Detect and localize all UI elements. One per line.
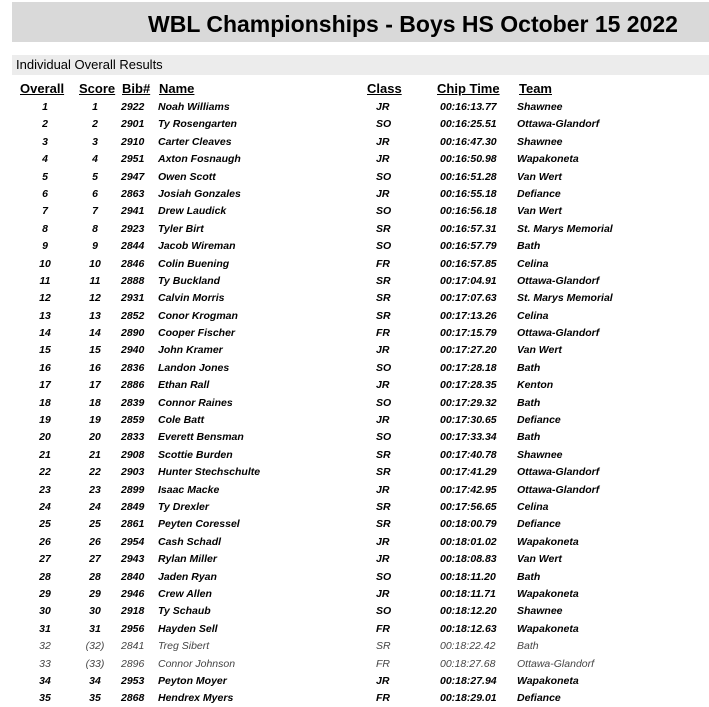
class-cell: SO	[376, 240, 392, 253]
overall-cell: 13	[39, 309, 51, 322]
team-cell: Bath	[517, 240, 541, 253]
class-cell: SR	[376, 274, 391, 287]
class-cell: SR	[376, 518, 391, 531]
team-cell: Celina	[517, 500, 549, 513]
class-cell: FR	[376, 692, 390, 705]
chip-time-cell: 00:18:12.63	[440, 622, 497, 635]
class-cell: JR	[376, 674, 390, 687]
score-cell: 30	[89, 605, 101, 618]
bib-cell: 2899	[121, 483, 145, 496]
team-cell: Bath	[517, 431, 541, 444]
score-cell: 20	[89, 431, 101, 444]
table-row	[0, 133, 709, 150]
overall-cell: 1	[42, 101, 48, 113]
name-cell: Treg Sibert	[158, 640, 210, 653]
class-cell: SO	[376, 205, 392, 218]
chip-time-cell: 00:17:40.78	[440, 448, 497, 461]
overall-cell: 8	[42, 222, 48, 235]
chip-time-cell: 00:16:55.18	[440, 187, 497, 200]
score-cell: 6	[92, 187, 98, 200]
class-cell: SO	[376, 570, 392, 583]
team-cell: Shawnee	[517, 135, 563, 148]
bib-cell: 2946	[121, 587, 145, 600]
table-row	[0, 376, 709, 393]
chip-time-cell: 00:17:27.20	[440, 344, 497, 357]
chip-time-cell: 00:17:15.79	[440, 327, 497, 340]
class-cell: SR	[376, 466, 391, 479]
team-cell: Shawnee	[517, 101, 563, 113]
table-row	[0, 428, 709, 445]
column-header-class: Class	[367, 81, 402, 96]
table-row	[0, 498, 709, 515]
team-cell: Defiance	[517, 518, 561, 531]
name-cell: Josiah Gonzales	[158, 187, 241, 200]
overall-cell: 21	[39, 448, 51, 461]
score-cell: 29	[89, 587, 101, 600]
table-row	[0, 533, 709, 550]
overall-cell: 24	[39, 500, 51, 513]
team-cell: Ottawa-Glandorf	[517, 466, 600, 479]
table-row	[0, 202, 709, 219]
class-cell: JR	[376, 344, 390, 357]
overall-cell: 34	[39, 674, 51, 687]
overall-cell: 19	[39, 414, 51, 427]
name-cell: Calvin Morris	[158, 292, 225, 305]
bib-cell: 2954	[121, 535, 145, 548]
team-cell: St. Marys Memorial	[517, 292, 613, 305]
overall-cell: 22	[39, 466, 51, 479]
overall-cell: 2	[42, 118, 48, 131]
score-cell: 12	[89, 292, 101, 305]
chip-time-cell: 00:17:41.29	[440, 466, 497, 479]
table-row	[0, 446, 709, 463]
table-row	[0, 689, 709, 706]
team-cell: Bath	[517, 640, 539, 653]
table-row	[0, 568, 709, 585]
table-row	[0, 637, 709, 654]
class-cell: JR	[376, 135, 390, 148]
bib-cell: 2943	[121, 553, 145, 566]
name-cell: Drew Laudick	[158, 205, 227, 218]
table-row	[0, 185, 709, 202]
team-cell: Van Wert	[517, 344, 562, 357]
score-cell: 24	[89, 500, 101, 513]
team-cell: Celina	[517, 309, 549, 322]
overall-cell: 27	[39, 553, 51, 566]
chip-time-cell: 00:17:28.35	[440, 379, 497, 392]
overall-cell: 11	[39, 274, 51, 287]
name-cell: Isaac Macke	[158, 483, 220, 496]
bib-cell: 2861	[121, 518, 145, 531]
overall-cell: 10	[39, 257, 51, 270]
overall-cell: 7	[42, 205, 48, 218]
chip-time-cell: 00:16:25.51	[440, 118, 497, 131]
name-cell: Ty Buckland	[158, 274, 221, 287]
overall-cell: 23	[39, 483, 51, 496]
table-row	[0, 341, 709, 358]
name-cell: Colin Buening	[158, 257, 230, 270]
class-cell: SR	[376, 448, 391, 461]
team-cell: Wapakoneta	[517, 535, 579, 548]
bib-cell: 2852	[121, 309, 145, 322]
chip-time-cell: 00:17:30.65	[440, 414, 497, 427]
team-cell: Wapakoneta	[517, 674, 579, 687]
team-cell: Ottawa-Glandorf	[517, 327, 600, 340]
chip-time-cell: 00:17:28.18	[440, 361, 497, 374]
class-cell: SO	[376, 170, 392, 183]
overall-cell: 12	[39, 292, 51, 305]
team-cell: Ottawa-Glandorf	[517, 657, 595, 670]
class-cell: SR	[376, 640, 391, 653]
team-cell: Shawnee	[517, 448, 563, 461]
score-cell: 10	[89, 257, 101, 270]
score-cell: 27	[89, 553, 101, 566]
chip-time-cell: 00:18:11.20	[440, 570, 496, 583]
name-cell: Ty Schaub	[158, 605, 211, 618]
bib-cell: 2888	[121, 274, 145, 287]
table-row	[0, 237, 709, 254]
team-cell: Bath	[517, 361, 541, 374]
overall-cell: 29	[39, 587, 51, 600]
class-cell: JR	[376, 483, 390, 496]
name-cell: Connor Raines	[158, 396, 233, 409]
team-cell: Wapakoneta	[517, 622, 579, 635]
bib-cell: 2910	[121, 135, 145, 148]
score-cell: 4	[92, 153, 98, 166]
bib-cell: 2931	[121, 292, 145, 305]
score-cell: 35	[89, 692, 101, 705]
name-cell: Axton Fosnaugh	[158, 153, 241, 166]
table-row	[0, 220, 709, 237]
name-cell: Owen Scott	[158, 170, 216, 183]
name-cell: Crew Allen	[158, 587, 212, 600]
table-row	[0, 324, 709, 341]
name-cell: Ty Drexler	[158, 500, 209, 513]
score-cell: 9	[92, 240, 98, 253]
table-row	[0, 463, 709, 480]
score-cell: 17	[89, 379, 101, 392]
chip-time-cell: 00:16:57.31	[440, 222, 497, 235]
bib-cell: 2849	[121, 500, 145, 513]
bib-cell: 2908	[121, 448, 145, 461]
name-cell: Cooper Fischer	[158, 327, 236, 340]
column-header-score: Score	[79, 81, 116, 96]
table-row	[0, 550, 709, 567]
class-cell: FR	[376, 657, 390, 670]
name-cell: Jaden Ryan	[158, 570, 217, 583]
chip-time-cell: 00:16:57.79	[440, 240, 497, 253]
score-cell: 23	[89, 483, 101, 496]
score-cell: 31	[89, 622, 101, 635]
overall-cell: 5	[42, 170, 48, 183]
bib-cell: 2940	[121, 344, 145, 357]
team-cell: Van Wert	[517, 205, 562, 218]
class-cell: JR	[376, 553, 390, 566]
team-cell: Van Wert	[517, 553, 562, 566]
chip-time-cell: 00:18:27.68	[440, 657, 496, 670]
name-cell: Hayden Sell	[158, 622, 218, 635]
name-cell: Cole Batt	[158, 414, 205, 427]
class-cell: SO	[376, 118, 392, 131]
subtitle-bar	[12, 55, 709, 75]
chip-time-cell: 00:18:08.83	[440, 553, 497, 566]
name-cell: Peyten Coressel	[158, 518, 240, 531]
team-cell: Ottawa-Glandorf	[517, 483, 600, 496]
page-title: WBL Championships - Boys HS October 15 2022	[148, 11, 678, 37]
chip-time-cell: 00:17:13.26	[440, 309, 497, 322]
team-cell: Ottawa-Glandorf	[517, 118, 600, 131]
class-cell: SO	[376, 605, 392, 618]
table-row	[0, 168, 709, 185]
table-row	[0, 150, 709, 167]
class-cell: JR	[376, 535, 390, 548]
name-cell: Conor Krogman	[158, 309, 238, 322]
class-cell: JR	[376, 379, 390, 392]
name-cell: Rylan Miller	[158, 553, 217, 566]
class-cell: SO	[376, 431, 392, 444]
bib-cell: 2923	[121, 222, 145, 235]
chip-time-cell: 00:16:56.18	[440, 205, 497, 218]
overall-cell: 20	[39, 431, 51, 444]
chip-time-cell: 00:16:57.85	[440, 257, 497, 270]
score-cell: 13	[89, 309, 101, 322]
overall-cell: 16	[39, 361, 51, 374]
table-row	[0, 620, 709, 637]
team-cell: Ottawa-Glandorf	[517, 274, 600, 287]
name-cell: Ethan Rall	[158, 379, 210, 392]
team-cell: Bath	[517, 570, 541, 583]
bib-cell: 2903	[121, 466, 145, 479]
team-cell: Bath	[517, 396, 541, 409]
score-cell: 15	[89, 344, 101, 357]
bib-cell: 2863	[121, 187, 145, 200]
score-cell: 11	[89, 274, 101, 287]
score-cell: 28	[89, 570, 101, 583]
chip-time-cell: 00:16:47.30	[440, 135, 497, 148]
name-cell: Scottie Burden	[158, 448, 233, 461]
table-row	[0, 359, 709, 376]
class-cell: FR	[376, 257, 390, 270]
chip-time-cell: 00:17:33.34	[440, 431, 497, 444]
name-cell: Connor Johnson	[158, 657, 236, 670]
score-cell: 7	[92, 205, 98, 218]
column-header-name: Name	[159, 81, 195, 96]
class-cell: JR	[376, 187, 390, 200]
bib-cell: 2951	[121, 153, 145, 166]
class-cell: JR	[376, 414, 390, 427]
score-cell: 34	[89, 674, 101, 687]
chip-time-cell: 00:16:51.28	[440, 170, 497, 183]
table-row	[0, 255, 709, 272]
name-cell: Everett Bensman	[158, 431, 244, 444]
class-cell: SR	[376, 292, 391, 305]
score-cell: 5	[92, 170, 98, 183]
class-cell: FR	[376, 327, 390, 340]
bib-cell: 2833	[121, 431, 145, 444]
column-header-bib: Bib#	[122, 81, 151, 96]
team-cell: Celina	[517, 257, 549, 270]
chip-time-cell: 00:18:29.01	[440, 692, 497, 705]
class-cell: SR	[376, 500, 391, 513]
name-cell: Hendrex Myers	[158, 692, 234, 705]
class-cell: SO	[376, 396, 392, 409]
chip-time-cell: 00:18:12.20	[440, 605, 497, 618]
class-cell: JR	[376, 153, 390, 166]
class-cell: SO	[376, 361, 392, 374]
chip-time-cell: 00:17:29.32	[440, 396, 497, 409]
overall-cell: 17	[39, 379, 51, 392]
score-cell: 18	[89, 396, 101, 409]
team-cell: Shawnee	[517, 605, 563, 618]
bib-cell: 2922	[121, 101, 145, 113]
table-row	[0, 272, 709, 289]
name-cell: Ty Rosengarten	[158, 118, 237, 131]
team-cell: Van Wert	[517, 170, 562, 183]
title-bar	[12, 2, 709, 42]
overall-cell: 26	[39, 535, 51, 548]
chip-time-cell: 00:17:04.91	[440, 274, 497, 287]
overall-cell: 32	[39, 640, 51, 653]
score-cell: (32)	[85, 640, 105, 653]
chip-time-cell: 00:18:11.71	[440, 587, 496, 600]
results-table	[0, 98, 709, 707]
name-cell: Landon Jones	[158, 361, 230, 374]
bib-cell: 2886	[121, 379, 145, 392]
overall-cell: 31	[39, 622, 51, 635]
table-row	[0, 655, 709, 672]
class-cell: FR	[376, 622, 390, 635]
bib-cell: 2956	[121, 622, 145, 635]
bib-cell: 2841	[121, 640, 145, 653]
overall-cell: 4	[42, 153, 48, 166]
name-cell: Jacob Wireman	[158, 240, 236, 253]
bib-cell: 2868	[121, 692, 145, 705]
bib-cell: 2840	[121, 570, 145, 583]
name-cell: Hunter Stechschulte	[158, 466, 261, 479]
bib-cell: 2896	[121, 657, 145, 670]
overall-cell: 30	[39, 605, 51, 618]
chip-time-cell: 00:18:00.79	[440, 518, 497, 531]
table-row	[0, 602, 709, 619]
table-row	[0, 394, 709, 411]
bib-cell: 2918	[121, 605, 145, 618]
score-cell: 21	[89, 448, 101, 461]
score-cell: 16	[89, 361, 101, 374]
overall-cell: 9	[42, 240, 48, 253]
team-cell: Defiance	[517, 414, 561, 427]
table-row	[0, 289, 709, 306]
team-cell: Wapakoneta	[517, 587, 579, 600]
column-header-chip-time: Chip Time	[437, 81, 500, 96]
bib-cell: 2947	[121, 170, 145, 183]
table-row	[0, 672, 709, 689]
bib-cell: 2836	[121, 361, 145, 374]
overall-cell: 25	[39, 518, 51, 531]
table-row	[0, 481, 709, 498]
chip-time-cell: 00:18:22.42	[440, 640, 496, 653]
name-cell: Carter Cleaves	[158, 135, 232, 148]
class-cell: JR	[376, 587, 390, 600]
name-cell: Cash Schadl	[158, 535, 222, 548]
bib-cell: 2953	[121, 674, 145, 687]
name-cell: Tyler Birt	[158, 222, 204, 235]
score-cell: 14	[89, 327, 101, 340]
table-row	[0, 115, 709, 132]
column-header-team: Team	[519, 81, 552, 96]
team-cell: Kenton	[517, 379, 554, 392]
chip-time-cell: 00:16:13.77	[440, 101, 497, 113]
table-row	[0, 411, 709, 428]
name-cell: John Kramer	[158, 344, 223, 357]
class-cell: SR	[376, 222, 391, 235]
bib-cell: 2890	[121, 327, 145, 340]
score-cell: 19	[89, 414, 101, 427]
team-cell: Defiance	[517, 187, 561, 200]
overall-cell: 6	[42, 187, 48, 200]
chip-time-cell: 00:17:56.65	[440, 500, 497, 513]
chip-time-cell: 00:17:07.63	[440, 292, 497, 305]
score-cell: 22	[89, 466, 101, 479]
class-cell: SR	[376, 309, 391, 322]
bib-cell: 2859	[121, 414, 145, 427]
name-cell: Noah Williams	[158, 101, 230, 113]
overall-cell: 18	[39, 396, 51, 409]
bib-cell: 2901	[121, 118, 145, 131]
score-cell: 2	[92, 118, 98, 131]
name-cell: Peyton Moyer	[158, 674, 227, 687]
team-cell: St. Marys Memorial	[517, 222, 613, 235]
score-cell: 8	[92, 222, 98, 235]
score-cell: 1	[92, 101, 98, 113]
overall-cell: 14	[39, 327, 51, 340]
chip-time-cell: 00:18:01.02	[440, 535, 497, 548]
bib-cell: 2839	[121, 396, 145, 409]
class-cell: JR	[376, 101, 390, 113]
bib-cell: 2941	[121, 205, 145, 218]
overall-cell: 15	[39, 344, 51, 357]
column-header-overall: Overall	[20, 81, 65, 96]
overall-cell: 28	[39, 570, 51, 583]
chip-time-cell: 00:17:42.95	[440, 483, 497, 496]
overall-cell: 35	[39, 692, 51, 705]
bib-cell: 2846	[121, 257, 145, 270]
chip-time-cell: 00:16:50.98	[440, 153, 497, 166]
bib-cell: 2844	[121, 240, 145, 253]
section-title: Individual Overall Results	[16, 57, 163, 72]
overall-cell: 33	[39, 657, 51, 670]
table-row	[0, 585, 709, 602]
overall-cell: 3	[42, 135, 48, 148]
team-cell: Wapakoneta	[517, 153, 579, 166]
score-cell: 26	[89, 535, 101, 548]
team-cell: Defiance	[517, 692, 561, 705]
score-cell: 25	[89, 518, 101, 531]
table-row	[0, 307, 709, 324]
table-row	[0, 515, 709, 532]
chip-time-cell: 00:18:27.94	[440, 674, 497, 687]
score-cell: 3	[92, 135, 98, 148]
table-row	[0, 98, 709, 115]
score-cell: (33)	[85, 657, 105, 670]
